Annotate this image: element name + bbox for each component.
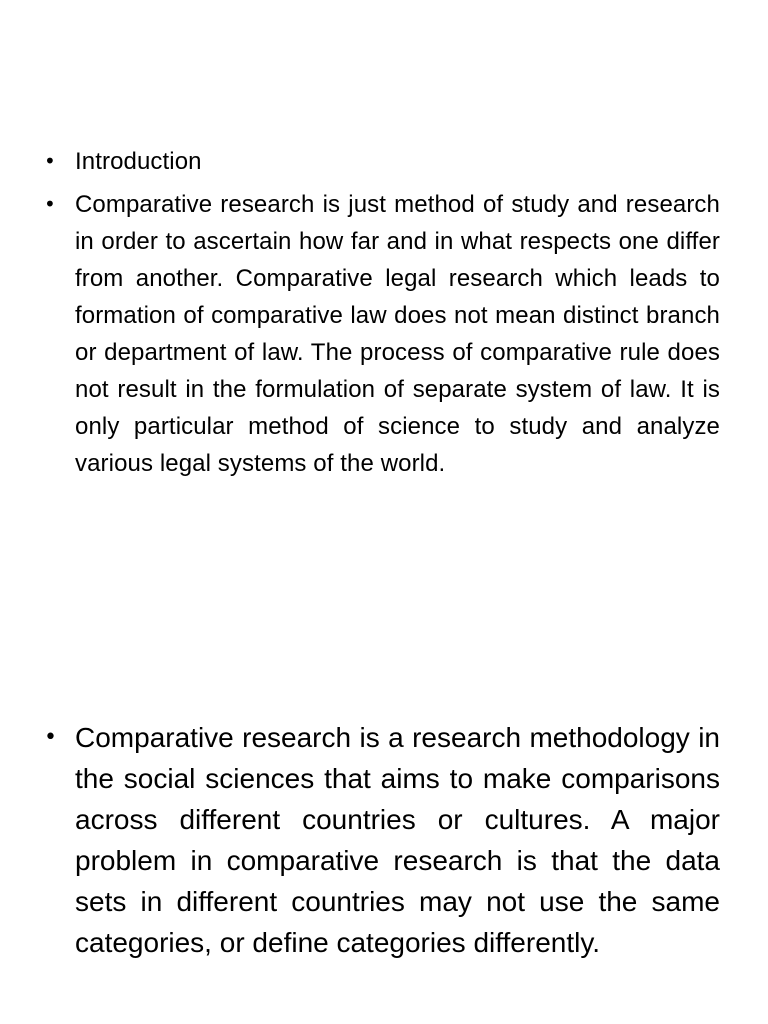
bullet-introduction [44, 143, 720, 180]
bullet-icon: • [44, 192, 56, 216]
bullet-comparative-research-definition [44, 186, 720, 482]
bullet-list [44, 717, 720, 963]
bullet-methodology [44, 717, 720, 963]
bullet-icon: • [44, 149, 56, 173]
bullet-text: Comparative research is a research methodology in the social sciences that aims to make comparisons across different countries or cultures. A major problem in comparative research is that the data sets in different countries may not use the same categories, or define categories differently. [75, 722, 720, 958]
bullet-list [44, 143, 720, 482]
slide-comparative-research-methodology [0, 700, 768, 1024]
bullet-icon: • [44, 725, 57, 750]
bullet-text: Introduction [75, 148, 202, 175]
bullet-text: Comparative research is just method of study and research in order to ascertain how far and in what respects one differ from another. Comparative legal research which leads to formation of comparative law does not mean distinct branch or department of law. The process of comparative rule does not result in the formulation of separate system of law. It is only particular method of science to study and analyze various legal systems of the world. [75, 191, 720, 477]
